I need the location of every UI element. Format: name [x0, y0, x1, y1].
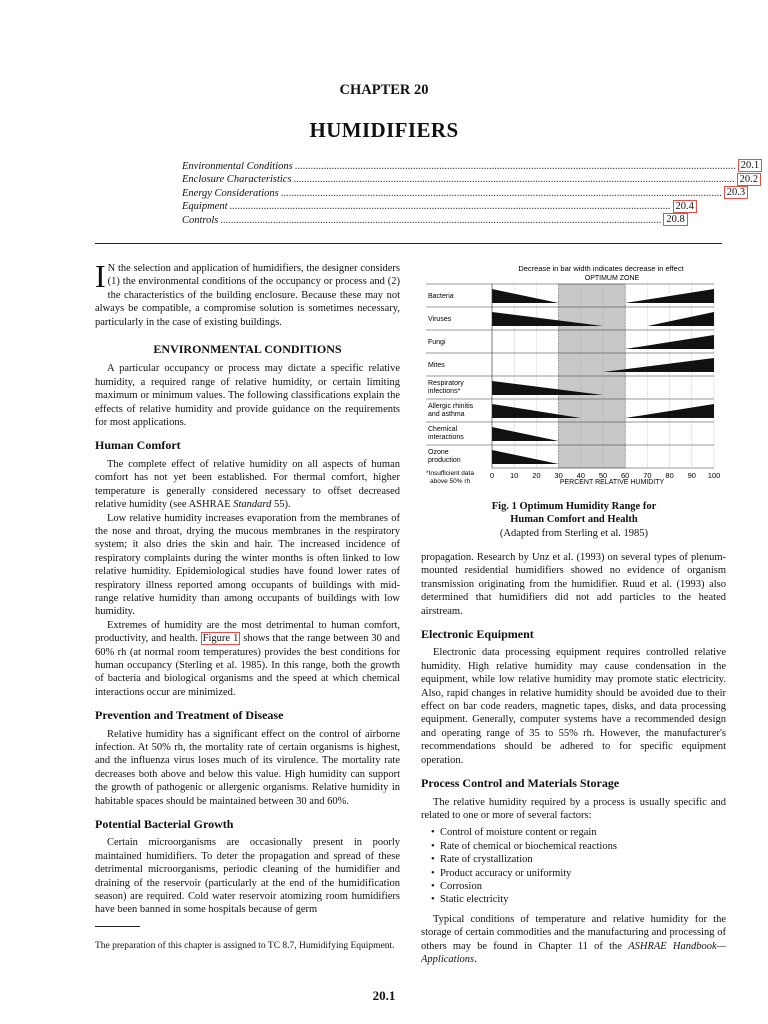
table-of-contents: [182, 160, 760, 227]
toc-row[interactable]: [182, 200, 694, 213]
section-divider: [95, 243, 722, 244]
x-tick-label: 20: [532, 471, 541, 480]
paragraph: [95, 619, 400, 699]
figure-1: [424, 262, 724, 492]
toc-row[interactable]: [182, 160, 760, 173]
intro-paragraph: [95, 258, 400, 329]
toc-label: Controls: [182, 214, 219, 226]
subheading-bacterial-growth: Potential Bacterial Growth: [95, 817, 234, 832]
standard-ref: Standard: [233, 499, 272, 511]
paragraph: Electronic data processing equipment requires controlled relative humidity. High relative humidity may cause condensation in the equipment, while low relative humidity may promote static electricity. Also, rapid changes in relative humidity should be avoided due to their effect on bar code readers, magnetic tapes, disks, and data processing equipment. Generally, computer systems have a recommended design and operating range of 35 to 55% rh. However, the manufacturer's recommendations should be adhered to for specific equipment operation.: [421, 647, 726, 766]
row-label: Viruses: [428, 316, 452, 323]
paragraph: [95, 458, 400, 512]
toc-page-link[interactable]: 20.4: [673, 200, 697, 213]
paragraph: Low relative humidity increases evaporation from the membranes of the nose and throat, drying the mucous membranes in the respiratory system; it also dries the skin and hair. The increased incidence of respiratory complaints during the winter months is often linked to low relative humidity. Epidemiological studies have found lower rates of respiratory illness reported among occupants of buildings with mid-range relative humidity than among occupants of buildings with low humidity.: [95, 512, 400, 618]
paragraph: [421, 913, 726, 967]
row-label: and asthma: [428, 411, 465, 418]
text: shows that the range between 30 and 60% rh (at normal room temperatures) provides the best conditions for human occupancy (Sterling et al. 1985). In this range, both the growth of bacteria and biological organisms and the speed at which chemical interactions occur are minimized.: [95, 633, 400, 698]
x-tick-label: 0: [489, 471, 495, 480]
toc-leader: ........................................................................................................................................................................: [293, 174, 735, 186]
toc-page-link[interactable]: 20.8: [663, 213, 687, 226]
paragraph: Relative humidity has a significant effect on the control of airborne infection. At 50% rh, the mortality rate of certain organisms is highest, and the influenza virus loses much of its virulence. The mortality rate decreases both above and below this value. High humidity can support the growth of pathogenic or allergenic organisms. Relative humidity in habitable spaces should be maintained between 30 and 60%.: [95, 728, 400, 807]
figure-caption: [424, 500, 724, 540]
text: The complete effect of relative humidity on all aspects of human comfort has not yet been established. For thermal comfort, higher temperature is generally considered necessary to offset decreased relative humidity (see ASHRAE: [95, 458, 400, 511]
chart-title: Decrease in bar width indicates decrease in effect: [518, 264, 684, 273]
toc-page-link[interactable]: 20.2: [737, 173, 761, 186]
toc-label: Equipment: [182, 201, 228, 213]
x-axis-label: PERCENT RELATIVE HUMIDITY: [559, 479, 665, 486]
chart-footnote-line1: *Insufficient data: [426, 470, 474, 477]
chapter-title: HUMIDIFIERS: [309, 118, 459, 142]
list-item: • Control of moisture content or regain: [431, 827, 597, 839]
x-tick-label: 100: [707, 471, 721, 480]
row-label: infections*: [428, 388, 461, 395]
row-label: Ozone: [428, 449, 449, 456]
footnote-rule: [95, 926, 140, 927]
chart-footnote-line2: above 50% rh: [430, 478, 471, 485]
paragraph: The relative humidity required by a process is usually specific and related to one or more of several factors:: [421, 796, 726, 821]
list-item: • Rate of chemical or biochemical reactions: [431, 840, 617, 852]
x-tick-label: 60: [621, 471, 630, 480]
toc-row[interactable]: [182, 173, 758, 186]
list-item: • Product accuracy or uniformity: [431, 867, 572, 879]
paragraph: Certain microorganisms are occasionally present in poorly maintained humidifiers. To deter the propagation and spread of these detrimental microorganisms, periodic cleaning of the humidifier and draining of the reservoir (particularly at the end of the humidification season) are required. Cold water reservoir atomizing room humidifiers have been banned in some hospitals because of germ: [95, 837, 400, 916]
toc-leader: ........................................................................................................................................................................: [229, 201, 671, 213]
effect-bar-low: [492, 427, 559, 441]
text: 55).: [271, 499, 291, 511]
subheading-prevention: Prevention and Treatment of Disease: [95, 708, 284, 723]
x-tick-label: 30: [554, 471, 563, 480]
footnote: The preparation of this chapter is assigned to TC 8.7, Humidifying Equipment.: [95, 941, 395, 951]
intro-text: N the selection and application of humidifiers, the designer considers (1) the environmental conditions of the occupancy or process and (2) the characteristics of the building enclosure. Because these may not always be compatible, a compromise solution is sometimes necessary, particularly in the case of existing buildings.: [95, 263, 400, 328]
handbook-ref: ASHRAE Handbook—Applications: [421, 940, 726, 965]
list-item: • Rate of crystallization: [431, 854, 533, 866]
row-label: Respiratory: [428, 380, 464, 387]
list-item: • Static electricity: [431, 894, 509, 906]
caption-source: (Adapted from Sterling et al. 1985): [499, 527, 649, 539]
toc-label: Environmental Conditions: [182, 160, 293, 172]
subheading-human-comfort: Human Comfort: [95, 438, 181, 453]
row-label: Mites: [428, 362, 445, 369]
effect-bar-high: [647, 312, 714, 326]
row-label: interactions: [428, 434, 464, 441]
caption-line-1: Fig. 1 Optimum Humidity Range for: [491, 501, 657, 512]
x-tick-label: 70: [643, 471, 652, 480]
row-label: Allergic rhinitis: [428, 403, 474, 410]
toc-leader: ........................................................................................................................................................................: [280, 187, 722, 199]
toc-page-link[interactable]: 20.3: [724, 186, 748, 199]
toc-leader: ........................................................................................................................................................................: [220, 214, 662, 226]
humidity-chart: [424, 262, 724, 492]
figure-1-link[interactable]: Figure 1: [202, 633, 239, 645]
subheading-electronic-equipment: Electronic Equipment: [421, 627, 534, 642]
toc-leader: ........................................................................................................................................................................: [294, 160, 736, 172]
x-tick-label: 50: [598, 471, 608, 480]
text: Extremes of humidity are the most detrimental to human comfort, productivity, and health.: [95, 619, 400, 645]
x-tick-label: 10: [510, 471, 519, 480]
x-tick-label: 90: [687, 471, 696, 480]
row-label: production: [428, 457, 461, 464]
row-label: Bacteria: [428, 293, 454, 300]
caption-line-2: Human Comfort and Health: [510, 514, 638, 526]
toc-row[interactable]: [182, 213, 685, 227]
x-tick-label: 80: [665, 471, 674, 480]
paragraph: A particular occupancy or process may dictate a specific relative humidity, a required range of relative humidity, or certain limiting maximum or minimum values. The following classifications explain the effects of relative humidity and provide guidance on the requirements for most applications.: [95, 363, 400, 429]
row-label: Chemical: [428, 426, 458, 433]
toc-page-link[interactable]: 20.1: [738, 159, 762, 172]
page-number: 20.1: [372, 988, 396, 1003]
paragraph: propagation. Research by Unz et al. (1993) on several types of plenum-mounted residential humidifiers showed no evidence of organism transmission originating from the humidifier. Ruud et al. (1993) also determined that humidifiers did not add particles to the heated airstream.: [421, 552, 726, 617]
toc-label: Enclosure Characteristics: [182, 174, 292, 186]
text: .: [474, 953, 477, 965]
effect-bar-low: [492, 289, 559, 303]
x-tick-label: 40: [576, 471, 585, 480]
drop-cap: I: [95, 258, 106, 294]
effect-bar-low: [492, 450, 559, 464]
chapter-number: CHAPTER 20: [339, 82, 429, 98]
list-item: • Corrosion: [431, 880, 482, 892]
subheading-process-control: Process Control and Materials Storage: [421, 776, 620, 791]
zone-label: OPTIMUM ZONE: [584, 275, 640, 282]
toc-label: Energy Considerations: [182, 187, 279, 199]
toc-row[interactable]: [182, 187, 746, 200]
factor-list: [421, 826, 726, 906]
text: Typical conditions of temperature and relative humidity for the storage of certain commodities and the manufacturing and processing of others may be found in Chapter 11 of the: [421, 913, 726, 952]
section-heading-environmental: ENVIRONMENTAL CONDITIONS: [153, 342, 342, 357]
row-label: Fungi: [428, 339, 446, 346]
right-column: [421, 551, 726, 966]
left-column: [95, 258, 400, 917]
